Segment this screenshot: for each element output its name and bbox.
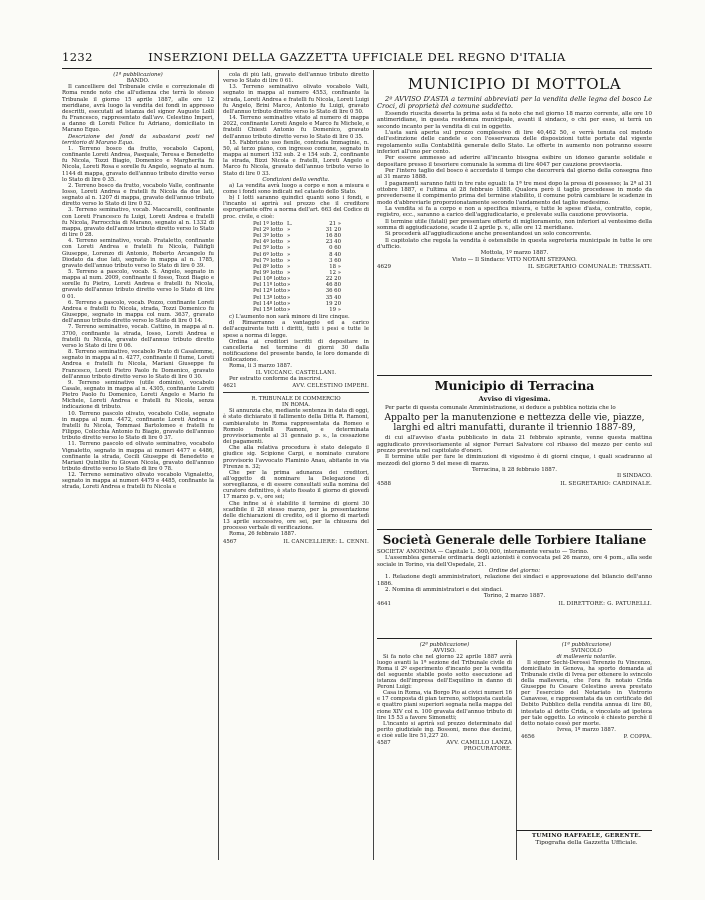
terracina-text: Il termine utile per fare le diminuzioni di vigesimo è di giorni cinque, i quali scadranno al mezzodì del giorno 5 del mese di marzo. xyxy=(377,454,652,467)
terracina-title: Municipio di Terracina xyxy=(434,378,595,393)
mottola-notice xyxy=(377,74,652,374)
lot-row: Pel 7º lotto » 3 60 xyxy=(253,257,341,264)
svincolo-text: Il signor Sechi-Derossi Terenzio fu Vincenzo, domiciliato in Genova, ha sporto domanda al Tribunale civile di Ivrea per ottenere lo svincolo della malleveria, che l'ora fu notaio Crida Giuseppe fu Cesare Celestino aveva prestato per l'esercizio del Notariato in Vistrorio Canavese, e rappresentata da un certificato del Debito Pubblico della rendita annua di lire 80, intestato al detto Crida, e vincolato ad ipoteca per tale oggetto. Lo svincolo è chiesto perchè il detto notaio cessò per morte. xyxy=(521,660,652,727)
agenda-item: 1. Relazione degli amministratori, relazione dei sindaci e approvazione del bilancio dell'anno 1886. xyxy=(377,574,652,587)
lot-item: 13. Terreno seminativo olivato vocabolo Valli, segnato in mappa al numero 4553, confinante la strada, Loreti Andrea e fratelli fu Nicola, Loreti Luigi fu Angelo, Brini Marco, Antonio fu Luigi, gravato dell'annuo tributo diretto verso lo Stato di lire 0 50. xyxy=(223,84,369,115)
lot-item: 9. Terreno seminativo (utile dominio), vocabolo Casale, segnato in mappa al n. 4305, confinante Loreti Pietro Paolo fu Domenico, Loreti Angelo e Mario fu Michele, Loreti Andrea e fratelli fu Nicola, senza indicazione di tributo. xyxy=(62,379,214,411)
svincolo-date: Ivrea, 1º marzo 1887. xyxy=(557,726,616,733)
notice-description: Descrizione dei fondi da subastarsi posti nel territorio di Marano Equo. xyxy=(62,133,214,146)
notice-number: 4641 xyxy=(377,600,391,607)
mottola-date: Mottola, 1º marzo 1887. xyxy=(480,250,549,257)
terracina-text: Per parte di questa comunale Amministrazione, si deduce a pubblica notizia che lo xyxy=(385,405,616,411)
condition-a: a) La vendita avrà luogo a corpo e non a misura e come i fondi sono indicati nel catasto dello Stato. xyxy=(223,182,369,195)
mottola-title: MUNICIPIO DI MOTTOLA xyxy=(407,75,622,93)
order-text: Ordina ai creditori iscritti di depositare in cancelleria nel termine di giorni 30 dalla notificazione del presente bando, le loro domande di collocazione. xyxy=(223,338,369,364)
lot-row: Pel 15º lotto » 19 » xyxy=(253,306,341,313)
printer-line: Tipografia della Gazzetta Ufficiale. xyxy=(535,840,638,846)
terracina-date: Terracina, li 28 febbraio 1887. xyxy=(471,467,557,474)
lot-item: 12. Terreno seminativo olivato vocabolo Vignaletto, segnato in mappa ai numeri 4479 e 4485, confinante la strada, Loreti Andrea e fratelli fu Nicola e xyxy=(62,472,214,491)
terracina-notice xyxy=(377,378,652,508)
mottola-paragraph: Il capitolato che regola la vendita è ostensibile in questa segreteria municipale in tutte le ore d'ufficio. xyxy=(377,237,652,251)
vice-chancellor: IL VICCANC. CASTELLANI. xyxy=(255,369,337,376)
mottola-paragraph: I pagamenti saranno fatti in tre rate eguali: la 1ª tre mesi dopo la presa di possesso; la 2ª al 31 ottobre 1887, e l'ultima al 28 febbraio 1888. Qualora però il taglio procedesse in modo da prevedersene il compimento prima del termine stabilito, il comune potrà cambiare le scadenze in modo d'abbreviarle proporzionatamente secondo l'andamento del taglio medesimo. xyxy=(377,180,652,206)
tribunal-text: Che infine si è stabilito il termine di giorni 30 scadibile il 28 stesso marzo, per la presentazione delle dichiarazioni di credito, ed il giorno di martedì 13 aprile successivo, ore sei, per la chiusura del processo verbale di verificazione. xyxy=(223,500,369,532)
avviso-lawyer: AVV. CAMILLO LANZA PROCURATORE. xyxy=(446,739,512,752)
lot-row: Pel 8º lotto » 18 » xyxy=(253,263,341,270)
section-rule xyxy=(377,375,652,376)
lot-row: Pel 14º lotto » 19 20 xyxy=(253,300,341,307)
page-number: 1232 xyxy=(62,50,93,64)
signature-row xyxy=(223,383,369,389)
lot-row: Pel 2º lotto » 31 20 xyxy=(253,226,341,233)
condition-b: b) I lotti saranno quindici quanti sono i fondi, e l'incanto si aprirà sul prezzo che il creditore espropriante offre a norma dell'art. 663 del Codice di proc. civile, e cioè: xyxy=(223,195,369,220)
tribunal-title: R. TRIBUNALE DI COMMERCIO xyxy=(251,395,341,402)
notice-date: Roma, li 3 marzo 1887. xyxy=(229,363,292,370)
signature-row xyxy=(377,601,652,607)
publication-note: (1ª pubblicazione) xyxy=(113,72,163,78)
notice-intro: Il cancelliere del Tribunale civile e correzionale di Roma rende noto che all'udienza che terrà lo stesso Tribunale il giorno 15 aprile 1887, alle ore 12 meridiane, avrà luogo la vendita dei fondi in appresso descritti, esecutati ad istanza del signor Augusto Lolli fu Francesco, rappresentato dall'avv. Celestino Imperi, a danno di Loreti Felice fu Adriano, domiciliato in Marano Equo. xyxy=(62,84,214,134)
svincolo-title: SVINCOLO xyxy=(571,648,602,655)
mottola-paragraph: La vendita si fa a corpo e non a specifica misura, e tutte le spese d'asta, contratto, copie, registro, ecc., saranno a carico dell'aggiudicatario, e prelevate sulla cauzione provvisoria. xyxy=(377,205,652,219)
condition-c: c) L'aumento non sarà minore di lire cinque. xyxy=(229,314,350,321)
section-rule xyxy=(377,638,652,639)
imprint xyxy=(521,833,652,847)
terracina-secretary: IL SEGRETARIO: CARDINALE. xyxy=(560,480,652,487)
mottola-paragraph: Si procederà all'aggiudicazione anche presentandosi un solo concorrente. xyxy=(385,231,592,238)
signature-row xyxy=(223,539,369,545)
publication-note: (1ª pubblicazione) xyxy=(561,642,612,648)
continued-text: cola di più lati, gravato dell'annuo tributo diretto verso lo Stato di lire 0 61. xyxy=(223,72,369,85)
agenda-item: 2. Nomina di amministratori e dei sindaci. xyxy=(385,587,503,594)
lot-row: Pel 5º lotto » 0 60 xyxy=(253,245,341,252)
tribunal-city: IN ROMA. xyxy=(282,402,310,409)
agenda-title: Ordine del giorno: xyxy=(488,568,541,575)
lot-item: 15. Fabbricato uso fienile, contrada Immaginie, n. 50, al terzo piano, con ingresso comune, segnato in mappa ai numeri 152 sub. 2 e 154 sub. 2, confinante la strada, Bizzi Nicola e fratelli, Loreti Angelo e Marco fu Nicola, gravato dell'annuo tributo verso lo Stato di lire 0 33. xyxy=(223,139,369,177)
extract-note: Per estratto conforme da inscrirsi. xyxy=(229,375,323,382)
lot-row: Pel 11º lotto » 46 80 xyxy=(253,282,341,289)
mottola-paragraph: Per l'intero taglio del bosco è accordato il tempo che decorrerà dal giorno della consegna fino al 31 marzo 1888. xyxy=(377,167,652,181)
terracina-text: di cui all'avviso d'asta pubblicato in data 21 febbraio spirante, venne questa mattina aggiudicato provvisoriamente al signor Ferrari Salvatore col ribasso del mezzo per cento sul prezzo prevista nel capitolato d'oneri. xyxy=(377,435,652,455)
torbiere-title: Società Generale delle Torbiere Italiane xyxy=(382,533,647,547)
mottola-secretary: IL SEGRETARIO COMUNALE: TRESSATI. xyxy=(528,264,652,271)
notice-number: 4588 xyxy=(377,480,391,487)
svincolo-notice xyxy=(521,642,652,827)
notice-number: 4587 xyxy=(377,739,391,746)
mottola-paragraph: L'asta sarà aperta sul prezzo complessivo di lire 40,462 50, e verrà tenuta col metodo dell'estinzione delle candele e con l'osservanza delle disposizioni tutte portate dal vigente regolamento sulla Contabilità generale dello Stato. Le offerte in aumento non potranno essere inferiori all'uno per cento. xyxy=(377,129,652,155)
torbiere-director: IL DIRETTORE: G. PATURELLI. xyxy=(558,600,652,607)
mottola-paragraph: Il termine utile (fatali) per presentare offerte di miglioramento, non inferiori al ventesimo della somma di aggiudicazione, scade il 2 aprile p. v., alle ore 12 meridiane. xyxy=(377,218,652,231)
terracina-subtitle: Avviso di vigesima. xyxy=(478,395,551,403)
column-divider xyxy=(516,640,517,860)
notice-number: 4621 xyxy=(223,382,237,389)
lot-item: 10. Terreno pascolo olivato, vocabolo Colle, segnato in mappa al num. 4472, confinante Loreti Andrea e fratelli fu Nicola, Tommasi Bartolomeo e fratelli fu Filippo, Colicchia Antonio fu Biagio, gravato dell'annuo tributo diretto verso lo Stato di lire 0 37. xyxy=(62,410,214,442)
svincolo-signer: P. COPPA. xyxy=(623,733,652,740)
notice-number: 4567 xyxy=(223,538,237,545)
signature-row xyxy=(521,734,652,740)
lot-item: 7. Terreno seminativo, vocab. Cattino, in mappa al n. 3700, confinante la strada, Iosso, Loreti Andrea e fratelli fu Nicola, gravato dell'annuo tributo diretto verso lo Stato di lire 0 06. xyxy=(62,324,214,349)
mottola-mayor: Visto — Il Sindaco: VITO NOTARI STEFANO. xyxy=(452,256,577,263)
tribunal-text: Che per la prima adunanza dei creditori, all'oggetto di nominare la Delegazione di sorveglianza, e di essere consultati sulla nomina del curatore definitivo, è stato fissato il giorno di giovedì 17 marzo p. v., ore sei; xyxy=(223,469,369,501)
lot-row: Pel 12º lotto » 36 60 xyxy=(253,288,341,295)
lot-row: Pel 13º lotto » 35 40 xyxy=(253,294,341,301)
lot-item: 11. Terreno pascolo ed olivato seminativo, vocabolo Vignaletto, segnato in mappa ai numeri 4477 e 4486, confinante la strada, Cecili Giuseppe di Benedetto e Mariani Quintilio fu Giovan Nicola, gravato dell'annuo tributo diretto verso lo Stato di lire 0 78. xyxy=(62,441,214,472)
torbiere-company: SOCIETA' ANONIMA — Capitale L. 500,000, interamente versato — Torino. xyxy=(377,549,589,555)
torbiere-notice xyxy=(377,533,652,638)
lot-item: 8. Terreno seminativo, vocabolo Prato di Casalemme, segnato in mappa al n. 4277, confinante il fiume, Loreti Andrea e fratelli fu Nicola, Mariani Giuseppe fu Francesco, Loreti Pietro Paolo fu Domenico, gravato dell'annuo tributo diretto verso lo Stato di lire 0 30. xyxy=(62,349,214,380)
svincolo-subtitle: di malleveria notarile. xyxy=(556,654,617,661)
avviso-text: Si fa noto che nel giorno 22 aprile 1887 avrà luogo avanti la 1ª sezione del Tribunale civile di Roma il 2º esperimento d'incanto per la vendita del seguente stabile posto sotto esecuzione ad istanza dell'impresa dell'Esquilino in danno di Peroni Luigi: xyxy=(377,654,512,691)
mottola-paragraph: Essendo riuscita deserta la prima asta si fa noto che nel giorno 18 marzo corrente, alle ore 10 antimeridiane, in questa residenza municipale, avanti il sindaco, o chi per esso, si terrà un secondo incanto per la vendita di cui in oggetto. xyxy=(377,110,652,130)
lot-item: 14. Terreno seminativo vitato al numero di mappa 2022, confinante Loreti Angelo e Marco fu Michele, e fratelli Chiesti Antonio fu Domenico, gravato dell'annuo tributo diretto verso lo Stato di lire 0 35. xyxy=(223,115,369,140)
mottola-lead: 2º AVVISO D'ASTA a termini abbreviati per la vendita delle legna del bosco Le Croci, di proprietà del comune suddetto. xyxy=(377,95,652,111)
torbiere-text: L'assemblea generale ordinaria degli azionisti è convocata pel 26 marzo, ore 4 pom., alla sede sociale in Torino, via dell'Ospedale, 21. xyxy=(377,555,652,568)
bando-column xyxy=(62,72,214,862)
lot-item: 3. Terreno seminativo, vocab. Maccarelli, confinante con Loreti Francesco fu Luigi, Loreti Andrea e fratelli fu Nicola, Parrocchia di Marano, segnato al n. 1332 di mappa, gravato dell'annuo tributo diretto verso lo Stato di lire 0 28. xyxy=(62,207,214,239)
lot-row: Pel 3º lotto » 16 80 xyxy=(253,233,341,240)
lot-item: 6. Terreno a pascolo, vocab. Pozzo, confinante Loreti Andrea e fratelli fu Nicola, strada, Tozzi Domenico fu Giuseppe, segnato in mappa col num. 3637, gravato dell'annuo tributo diretto verso lo Stato di lire 0 14. xyxy=(62,299,214,325)
tribunal-text: Si annunzia che, mediante sentenza in data di oggi, è stato dichiarato il fallimento della Ditta R. Ramoni, cambiavalute in Roma rappresentata da Romeo e Romolo fratelli Ramoni, e determinata provvisoriamente al 31 gennaio p. s., la cessazione dei pagamenti. xyxy=(223,408,369,446)
lot-price-list xyxy=(253,221,369,313)
mottola-paragraph: Per essere ammesso ad aderire all'incanto bisogna esibire un idoneo garante solidale e depositare presso il tesoriere comunale la somma di lire 4047 per cauzione provvisoria. xyxy=(377,155,652,168)
conditions-title: Condizioni della vendita. xyxy=(262,176,330,183)
notice-number: 4656 xyxy=(521,733,535,740)
torbiere-date: Torino, 2 marzo 1887. xyxy=(483,593,546,600)
section-rule xyxy=(516,830,652,831)
page-header xyxy=(62,48,652,69)
lot-item: 4. Terreno seminativo, vocab. Prataletto, confinante con Loreti Andrea e fratelli fu Nicola, Falifigli Giuseppe, Lorenzo di Antonio, Roberto Arcangelo fu Diodato da due lati, segnato in mappa al n. 1785, gravato dell'annuo tributo verso lo Stato di lire 0 39. xyxy=(62,238,214,269)
lawyer-signature: AVV. CELESTINO IMPERI. xyxy=(292,382,369,389)
notice-number: 4629 xyxy=(377,264,391,271)
column-divider xyxy=(373,70,374,860)
section-rule xyxy=(223,392,369,393)
bando-continued-column xyxy=(223,72,369,862)
condition-d: d) Rimarranno a vantaggio ed a carico dell'acquirente tutti i diritti, tutti i pesi e tutte le spese a norma di legge. xyxy=(223,320,369,339)
terracina-mayor: Il SINDACO. xyxy=(617,473,652,480)
page-title: INSERZIONI DELLA GAZZETTA UFFICIALE DEL REGNO D'ITALIA xyxy=(148,50,566,64)
column-divider xyxy=(218,70,219,860)
lot-item: 5. Terreno a pascolo, vocab. S. Angelo, segnato in mappa al num. 2009, confinante il fosso, Tozzi Biagio e sorelle fu Pietro, Loreti Andrea e fratelli fu Nicola, gravato dell'annuo tributo diretto verso lo Stato di lire 0 01. xyxy=(62,269,214,300)
publication-note: (2ª pubblicazione) xyxy=(419,642,470,648)
lot-row: Pel 9º lotto » 12 » xyxy=(253,270,341,276)
avviso-notice xyxy=(377,642,512,860)
tribunal-date: Roma, 26 febbraio 1887. xyxy=(229,531,297,538)
avviso-title: AVVISO. xyxy=(433,648,456,655)
lot-item: 1. Terreno bosco da frutto, vocabolo Caponi, confinante Loreti Andrea, Pasquale, Teresa e Benedetto fu Nicola, Tozzi Biagio, Domenico e Margherita fu Nicola, Loreti Rosa e sorelle fu Angelo, segnato al num. 1144 di mappa, gravato dell'annuo tributo diretto verso lo Stato di lire 0 35. xyxy=(62,145,214,183)
avviso-text: Casa in Roma, via Borgo Pio ai civici numeri 16 e 17 composta di pian terreno, sottoposta cautela e quattro piani superiori segnata nella mappa del rione XIV col n. 100 gravata dell'annuo tributo di lire 15 53 a favore Simonetti; xyxy=(377,690,512,721)
section-rule xyxy=(377,529,652,530)
lot-row: Pel 4º lotto » 23 40 xyxy=(253,239,341,246)
signature-row xyxy=(377,481,652,487)
lot-row: Pel 1º lotto L. 21 » xyxy=(253,220,341,227)
clerk-signature: IL CANCELLIERE: L. CENNI. xyxy=(283,538,369,545)
terracina-contract: Appalto per la manutenzione e nettezza delle vie, piazze, larghi ed altri manufatti, durante il triennio 1887-89, xyxy=(384,413,645,434)
avviso-text: L'incanto si aprirà sul prezzo determinato dal perito giudiziale ing. Bossoni, meno due decimi, e cioè sulle lire 51,227 20. xyxy=(377,720,512,739)
lot-row: Pel 10º lotto » 22 20 xyxy=(253,276,341,283)
notice-title: BANDO. xyxy=(126,78,150,85)
lot-item: 2. Terreno bosco da frutto, vocabolo Valle, confinante Iosso, Loreti Andrea e fratelli fu Nicola da due lati, segnato al n. 1207 di mappa, gravato dell'annuo tributo diretto verso lo Stato di lire 0 52. xyxy=(62,182,214,208)
tribunal-text: Che alla relativa procedura è stato delegato il giudice sig. Scipione Carpi, e nominato curatore provvisorio l'avvocato Flaminio Anau, abitante in via Firenze n. 32; xyxy=(223,445,369,470)
gerente-line: TUMINO RAFFAELE, GERENTE. xyxy=(531,833,642,839)
signature-row xyxy=(377,264,652,270)
signature-row xyxy=(377,740,512,752)
lot-row: Pel 6º lotto » 8 40 xyxy=(253,251,341,258)
